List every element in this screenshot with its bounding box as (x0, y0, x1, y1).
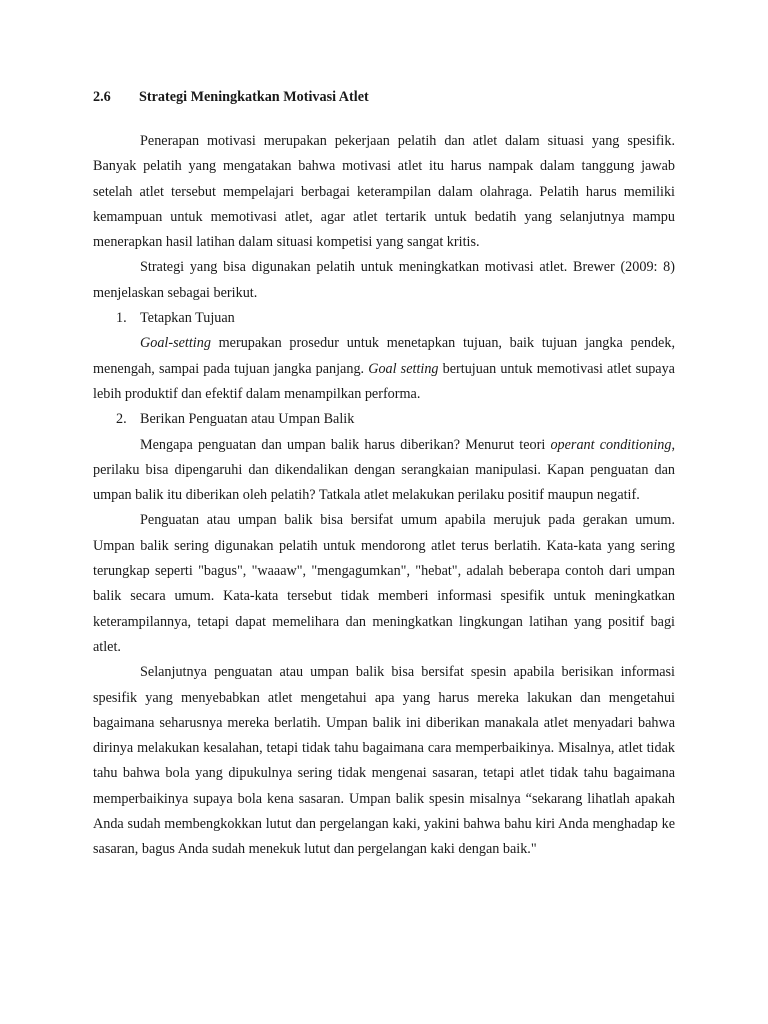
paragraph-strategy: Strategi yang bisa digunakan pelatih untuk meningkatkan motivasi atlet. Brewer (2009: 8) menjelaskan sebagai berikut. (93, 259, 675, 301)
term-goal-setting: Goal-setting (140, 335, 211, 352)
text-segment: merupakan prosedur untuk menetapkan tujuan, baik tujuan jangka pendek, menengah, sampai pada tujuan jangka panjang. (93, 335, 675, 377)
paragraph-operant (93, 433, 675, 509)
list-item-number: 2. (116, 411, 127, 428)
paragraph-goal-setting (93, 331, 675, 407)
list-item-1 (93, 306, 675, 331)
paragraph-specific-feedback: Selanjutnya penguatan atau umpan balik bisa bersifat spesin apabila berisikan informasi spesifik yang menyebabkan atlet mengetahui apa yang harus mereka lakukan dan mengetahui bagaimana seharusnya mereka berlatih. Umpan balik ini diberikan manakala atlet menyadari bahwa dirinya melakukan kesalahan, tetapi tidak tahu bagaimana cara memperbaikinya. Misalnya, atlet tidak tahu bahwa bola yang dipukulnya sering tidak mengenai sasaran, tetapi atlet tidak tahu bagaimana memperbaikinya supaya bola kena sasaran. Umpan balik spesin misalnya “sekarang lihatlah apakah Anda sudah membengkokkan lutut dan pergelangan kaki, yakini bahwa bahu kiri Anda menghadap ke sasaran, bagus Anda sudah menekuk lutut dan pergelangan kaki dengan baik." (93, 664, 675, 858)
paragraph-general-feedback: Penguatan atau umpan balik bisa bersifat umum apabila merujuk pada gerakan umum. Umpan balik sering digunakan pelatih untuk mendorong atlet terus berlatih. Kata-kata yang sering terungkap seperti "bagus", "waaaw", "mengagumkan", "hebat", adalah beberapa contoh dari umpan balik secara umum. Kata-kata tersebut tidak memberi informasi spesifik untuk meningkatkan keterampilannya, tetapi dapat memelihara dan meningkatkan lingkungan latihan yang positif bagi atlet. (93, 512, 675, 655)
section-title: Strategi Meningkatkan Motivasi Atlet (139, 89, 369, 105)
list-item-number: 1. (116, 310, 127, 327)
list-item-title: Berikan Penguatan atau Umpan Balik (140, 411, 355, 428)
text-segment: Mengapa penguatan dan umpan balik harus diberikan? Menurut teori (140, 436, 551, 453)
term-goal-setting-2: Goal setting (368, 360, 439, 377)
section-heading (93, 86, 675, 108)
list-item-2 (93, 407, 675, 432)
section-number: 2.6 (93, 89, 111, 105)
text-segment: bertujuan untuk memotivasi atlet supaya lebih produktif dan efektif dalam menampilkan performa. (93, 360, 675, 402)
paragraph-intro: Penerapan motivasi merupakan pekerjaan pelatih dan atlet dalam situasi yang spesifik. Banyak pelatih yang mengatakan bahwa motivasi atlet itu harus nampak dalam tanggung jawab setelah atlet tersebut mempelajari berbagai keterampilan dalam olahraga. Pelatih harus memiliki kemampuan untuk memotivasi atlet, agar atlet tertarik untuk bedatih yang selanjutnya mampu menerapkan hasil latihan dalam situasi kompetisi yang sangat kritis. (93, 133, 675, 251)
text-segment: , perilaku bisa dipengaruhi dan dikendalikan dengan serangkaian manipulasi. Kapan penguatan dan umpan balik itu diberikan oleh pelatih? Tatkala atlet melakukan perilaku positif maupun negatif. (93, 436, 675, 504)
list-item-title: Tetapkan Tujuan (140, 310, 235, 327)
term-operant-conditioning: operant conditioning (550, 436, 672, 453)
